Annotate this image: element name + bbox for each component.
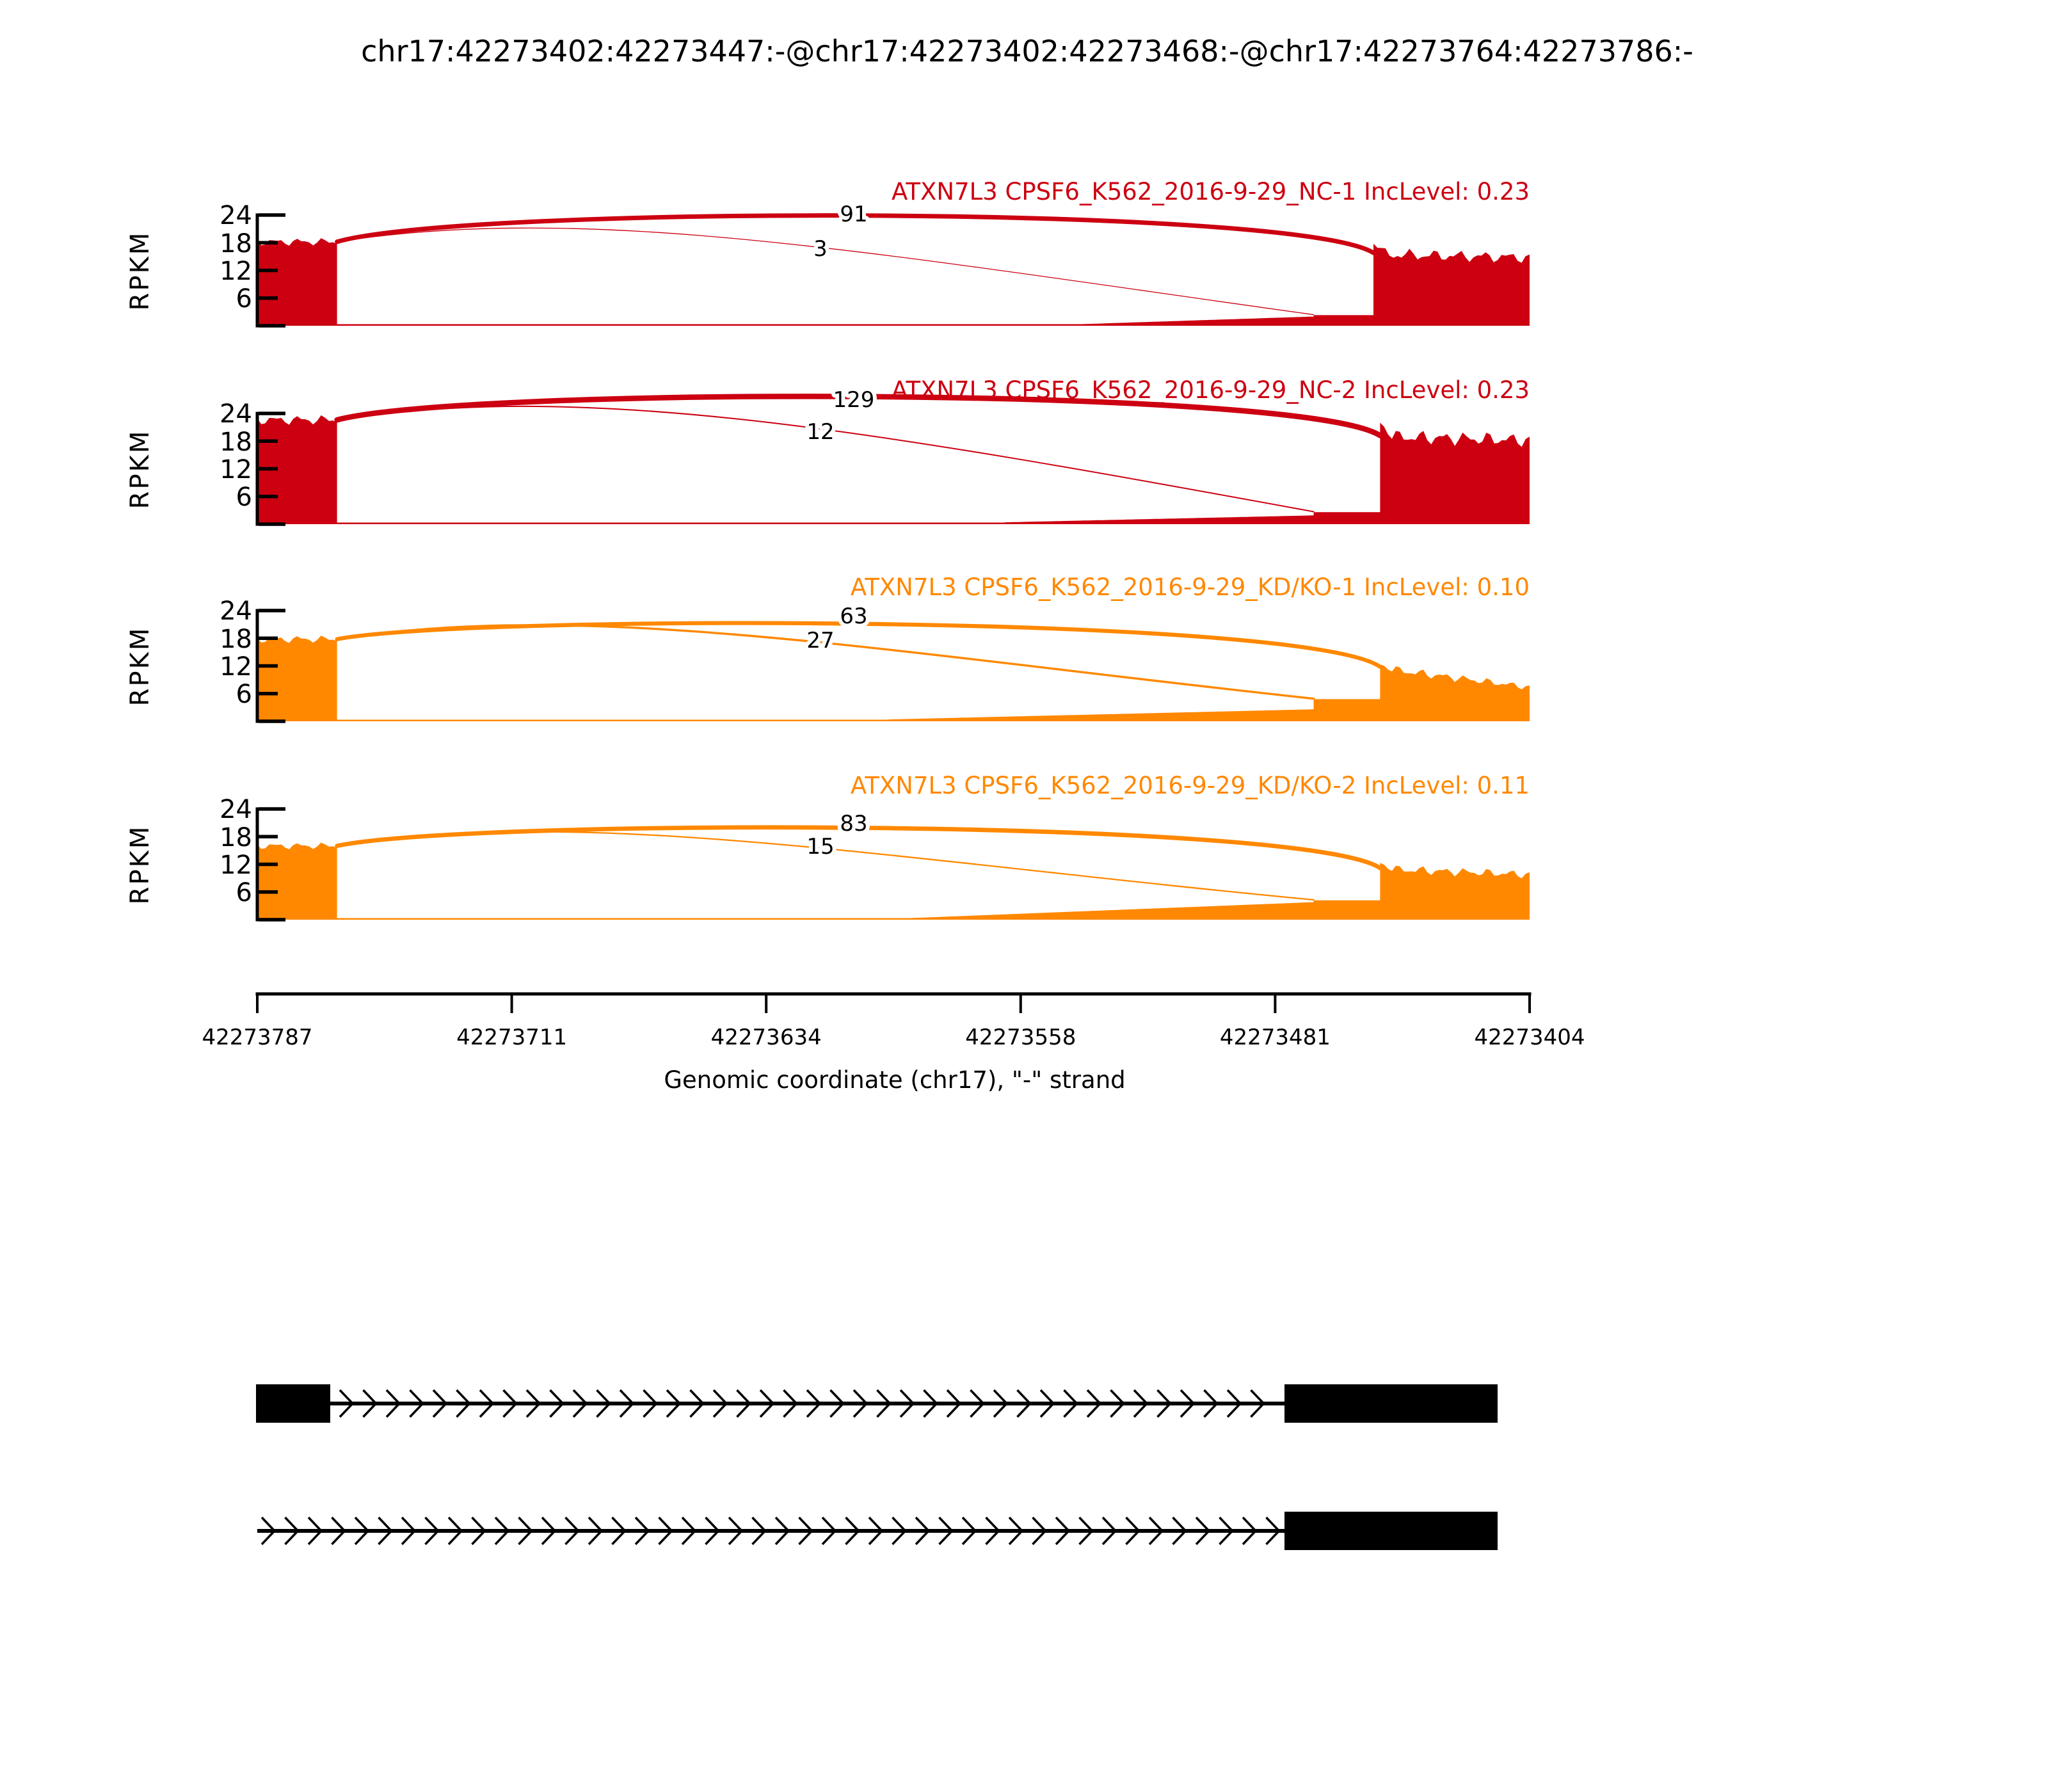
plot-shapes-layer xyxy=(256,213,1532,1550)
y-tick-label: 12 xyxy=(220,851,252,880)
y-tick-label: 6 xyxy=(236,483,252,512)
y-axis-tick xyxy=(259,719,285,723)
y-axis-tick xyxy=(259,863,278,867)
x-tick-label: 42273634 xyxy=(710,1025,822,1050)
y-axis-tick xyxy=(259,609,285,612)
track-title-nc2: ATXN7L3 CPSF6_K562_2016-9-29_NC-2 IncLevel: 0.23 xyxy=(892,376,1530,404)
y-axis-tick xyxy=(259,467,278,471)
y-axis-tick xyxy=(259,324,285,328)
y-axis-tick xyxy=(259,296,278,300)
y-axis-tick xyxy=(259,522,285,526)
y-axis-tick xyxy=(259,495,278,499)
junction-count-label: 12 xyxy=(806,419,835,445)
y-axis-tick xyxy=(259,664,278,668)
junction-count-label: 91 xyxy=(840,202,868,227)
y-tick-label: 24 xyxy=(220,201,252,230)
baseline-strip xyxy=(257,918,1530,920)
x-axis-tick xyxy=(1274,994,1276,1013)
x-tick-label: 42273481 xyxy=(1219,1025,1331,1050)
y-tick-label: 18 xyxy=(220,229,252,259)
y-tick-label: 6 xyxy=(236,680,252,709)
junction-count-label: 3 xyxy=(813,236,828,262)
junction-arc-skipping xyxy=(337,623,1380,667)
y-tick-label: 18 xyxy=(220,625,252,654)
baseline-strip xyxy=(257,720,1530,722)
track-title-nc1: ATXN7L3 CPSF6_K562_2016-9-29_NC-1 IncLevel: 0.23 xyxy=(892,178,1530,205)
coverage-NC-2 xyxy=(257,415,1530,524)
y-tick-label: 6 xyxy=(236,878,252,908)
y-axis-spine xyxy=(256,808,259,922)
x-axis-tick xyxy=(511,994,513,1013)
junction-count-label: 129 xyxy=(833,387,875,413)
y-tick-label: 12 xyxy=(220,455,252,484)
y-axis-label: RPKM xyxy=(125,429,155,509)
x-axis-label: Genomic coordinate (chr17), "-" strand xyxy=(664,1066,1126,1094)
x-tick-label: 42273787 xyxy=(202,1025,313,1050)
exon-box xyxy=(1284,1384,1498,1423)
x-axis-spine xyxy=(256,993,1532,996)
y-axis-tick xyxy=(259,890,278,894)
y-axis-tick xyxy=(259,213,285,217)
track-title-kdko2: ATXN7L3 CPSF6_K562_2016-9-29_KD/KO-2 IncLevel: 0.11 xyxy=(850,772,1530,799)
y-axis-spine xyxy=(256,214,259,328)
y-axis-tick xyxy=(259,241,278,245)
y-axis-label: RPKM xyxy=(125,230,155,311)
figure-title: chr17:42273402:42273447:-@chr17:42273402:42273468:-@chr17:42273764:42273786:- xyxy=(361,34,1693,68)
coverage-NC-1 xyxy=(257,238,1530,326)
y-axis-tick xyxy=(259,412,285,415)
x-axis-tick xyxy=(1528,994,1531,1013)
y-axis-tick xyxy=(259,637,278,641)
y-tick-label: 18 xyxy=(220,428,252,457)
y-tick-label: 24 xyxy=(220,795,252,824)
x-axis-tick xyxy=(765,994,767,1013)
y-axis-tick xyxy=(259,440,278,444)
y-axis-tick xyxy=(259,807,285,811)
intron-line xyxy=(257,1529,1284,1533)
y-axis-spine xyxy=(256,412,259,526)
y-axis-label: RPKM xyxy=(125,824,155,905)
y-axis-tick xyxy=(259,835,278,839)
y-tick-label: 6 xyxy=(236,284,252,314)
y-axis-label: RPKM xyxy=(125,626,155,707)
y-tick-label: 12 xyxy=(220,257,252,286)
intron-line xyxy=(330,1402,1284,1405)
y-tick-label: 24 xyxy=(220,596,252,626)
junction-count-label: 27 xyxy=(806,628,835,653)
x-tick-label: 42273711 xyxy=(456,1025,568,1050)
track-title-kdko1: ATXN7L3 CPSF6_K562_2016-9-29_KD/KO-1 IncLevel: 0.10 xyxy=(850,573,1530,601)
y-axis-tick xyxy=(259,918,285,922)
x-axis-tick xyxy=(1020,994,1022,1013)
y-axis-spine xyxy=(256,609,259,723)
x-tick-label: 42273558 xyxy=(965,1025,1076,1050)
y-tick-label: 12 xyxy=(220,652,252,682)
y-tick-label: 24 xyxy=(220,399,252,429)
y-axis-tick xyxy=(259,269,278,273)
x-tick-label: 42273404 xyxy=(1474,1025,1585,1050)
coverage-KD/KO-1 xyxy=(257,636,1530,721)
baseline-strip xyxy=(257,324,1530,326)
exon-box xyxy=(256,1384,330,1423)
junction-count-label: 63 xyxy=(840,604,868,629)
junction-count-label: 15 xyxy=(806,834,835,860)
y-axis-tick xyxy=(259,692,278,696)
baseline-strip xyxy=(257,523,1530,525)
exon-box xyxy=(1284,1512,1498,1550)
y-tick-label: 18 xyxy=(220,823,252,852)
x-axis-tick xyxy=(256,994,259,1013)
junction-count-label: 83 xyxy=(840,811,868,836)
